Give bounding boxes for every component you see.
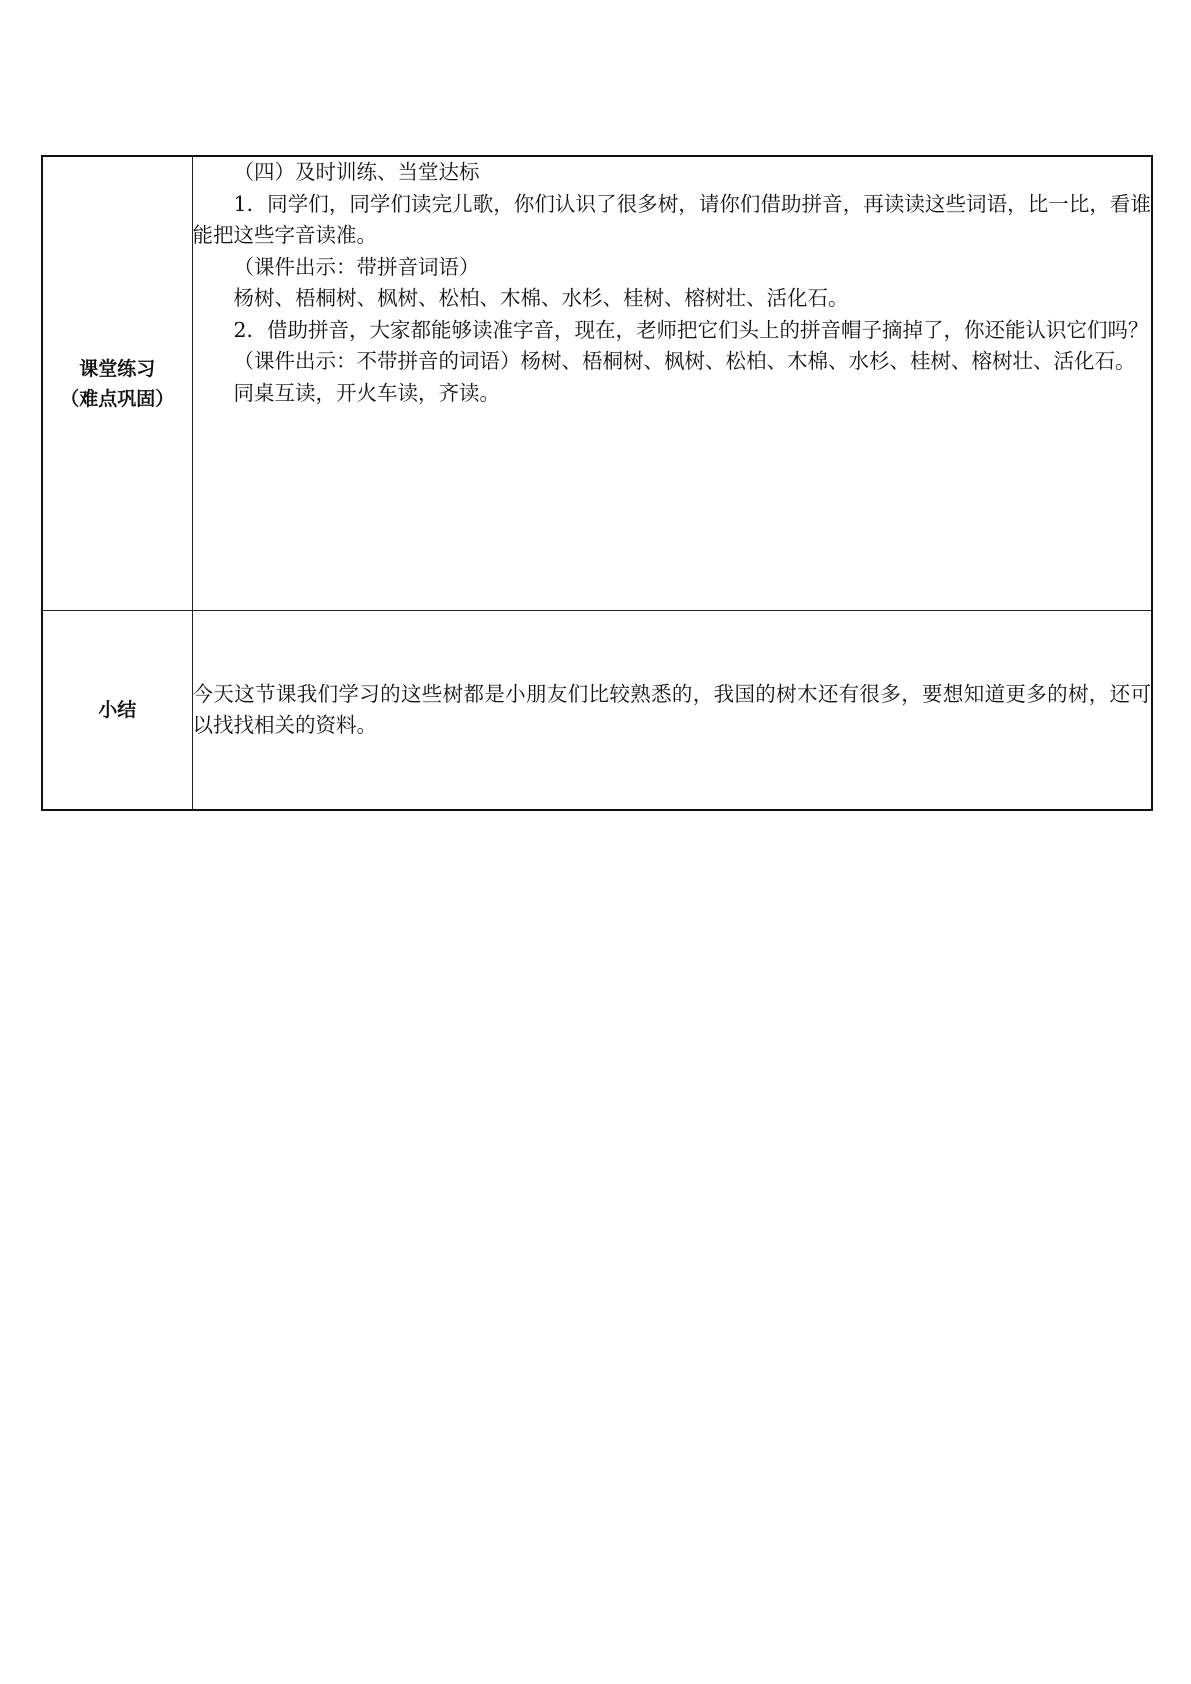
row-content-practice <box>192 156 1152 611</box>
lesson-plan-table <box>41 155 1153 811</box>
row-label-title: 课堂练习 <box>79 357 156 380</box>
paragraph: 2．借助拼音，大家都能够读准字音，现在，老师把它们头上的拼音帽子摘掉了，你还能认识它们吗？ <box>233 317 1149 342</box>
table-row-practice <box>42 156 1152 611</box>
paragraph: 1．同学们，同学们读完儿歌，你们认识了很多树，请你们借助拼音，再读读这些词语，比一比，看谁能把这些字音读准。 <box>192 191 1151 247</box>
paragraph: （四）及时训练、当堂达标 <box>233 160 480 184</box>
paragraph: 同桌互读，开火车读，齐读。 <box>233 380 500 405</box>
row-content-summary <box>192 611 1152 811</box>
paragraph: （课件出示：带拼音词语） <box>233 254 480 279</box>
paragraph: （课件出示：不带拼音的词语）杨树、梧桐树、枫树、松柏、木棉、水杉、桂树、榕树壮、活化石。 <box>233 349 1136 373</box>
row-label-subtitle: （难点巩固） <box>60 387 175 410</box>
table-row-summary <box>42 611 1152 811</box>
row-label-practice <box>42 156 192 611</box>
row-label-summary <box>42 611 192 811</box>
paragraph: 杨树、梧桐树、枫树、松柏、木棉、水杉、桂树、榕树壮、活化石。 <box>233 286 849 310</box>
paragraph: 今天这节课我们学习的这些树都是小朋友们比较熟悉的，我国的树木还有很多，要想知道更多的树，还可以找找相关的资料。 <box>192 681 1151 737</box>
row-label-title: 小结 <box>98 699 137 721</box>
